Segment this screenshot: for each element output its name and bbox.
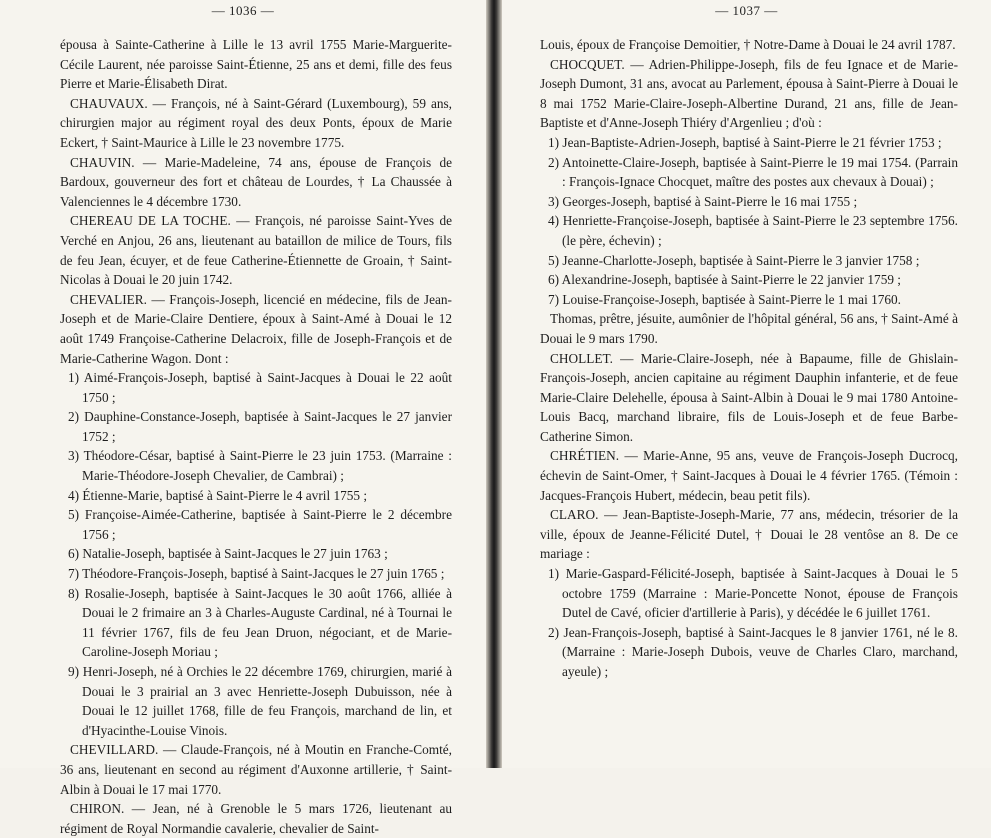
child-item: 1) Aimé-François-Joseph, baptisé à Saint-Jacques à Douai le 22 août 1750 ;	[68, 370, 452, 405]
child-item: 8) Rosalie-Joseph, baptisée à Saint-Jacques le 30 août 1766, alliée à Douai le 2 frimaire an 3 à Charles-Auguste Cardinal, né à Tournai le 11 février 1767, fils de feu Jean Druon, négociant, et de Marie-Caroline-Joseph Moriau ;	[68, 585, 452, 660]
child-item: 6) Natalie-Joseph, baptisée à Saint-Jacques le 27 juin 1763 ;	[68, 546, 388, 562]
child-item: 7) Théodore-François-Joseph, baptisé à Saint-Jacques le 27 juin 1765 ;	[68, 566, 445, 582]
page-text	[60, 35, 452, 838]
entry-chretien: CHRÉTIEN. — Marie-Anne, 95 ans, veuve de François-Joseph Ducrocq, échevin de Saint-Omer, † Saint-Jacques à Douai le 4 février 1765. (Témoin : Jacques-François Hubert, médecin, beau petit fils).	[540, 448, 958, 503]
entry-chauvin: CHAUVIN. — Marie-Madeleine, 74 ans, épouse de François de Bardoux, gouverneur des fort et château de Lourdes, † La Chaussée à Valenciennes le 4 décembre 1730.	[60, 154, 452, 209]
paragraph: épousa à Sainte-Catherine à Lille le 13 avril 1755 Marie-Marguerite-Cécile Laurent, née paroisse Saint-Étienne, 25 ans et demi, fille des feus Pierre et Marie-Élisabeth Dirat.	[60, 37, 452, 92]
left-page	[0, 0, 486, 836]
entry-chauvaux: CHAUVAUX. — François, né à Saint-Gérard (Luxembourg), 59 ans, chirurgien major au régiment royal des deux Ponts, époux de Marie Eckert, † Saint-Maurice à Lille le 23 novembre 1775.	[60, 95, 452, 150]
child-item: 5) Françoise-Aimée-Catherine, baptisée à Saint-Pierre le 2 décembre 1756 ;	[68, 507, 452, 542]
child-item: 2) Dauphine-Constance-Joseph, baptisée à Saint-Jacques le 27 janvier 1752 ;	[68, 409, 452, 444]
child-item: 2) Antoinette-Claire-Joseph, baptisée à Saint-Pierre le 19 mai 1754. (Parrain : François-Ignace Chocquet, maître des postes aux chevaux à Douai) ;	[548, 154, 958, 190]
page-text	[540, 35, 958, 682]
child-item: 3) Georges-Joseph, baptisé à Saint-Pierre le 16 mai 1755 ;	[548, 193, 858, 209]
entry-claro: CLARO. — Jean-Baptiste-Joseph-Marie, 77 ans, médecin, trésorier de la ville, époux de Jeanne-Félicité Dutel, † Douai le 28 ventôse an 8. De ce mariage :	[540, 507, 958, 562]
entry-chollet: CHOLLET. — Marie-Claire-Joseph, née à Bapaume, fille de Ghislain-François-Joseph, ancien capitaine au régiment Dauphin infanterie, et de feue Marie-Claire Delehelle, épousa à Saint-Albin à Douai le 9 mai 1780 Antoine-Louis Bacq, marchand libraire, fils de Louis-Joseph et de feue Barbe-Catherine Simon.	[540, 350, 958, 444]
child-item: 4) Étienne-Marie, baptisé à Saint-Pierre le 4 avril 1755 ;	[68, 487, 368, 503]
entry-chiron: CHIRON. — Jean, né à Grenoble le 5 mars 1726, lieutenant au régiment de Royal Normandie cavalerie, chevalier de Saint-	[60, 801, 452, 836]
book-gutter	[486, 0, 502, 768]
child-item: 1) Jean-Baptiste-Adrien-Joseph, baptisé à Saint-Pierre le 21 février 1753 ;	[548, 134, 942, 150]
entry-chocquet: CHOCQUET. — Adrien-Philippe-Joseph, fils de feu Ignace et de Marie-Joseph Dumont, 31 ans, avocat au Parlement, épousa à Saint-Pierre à Douai le 8 mai 1752 Marie-Claire-Joseph-Albertine Durand, 21 ans, fille de Jean-Baptiste et d'Anne-Joseph Thiéry d'Argenlieu ; d'où :	[540, 56, 958, 131]
entry-thomas: Thomas, prêtre, jésuite, aumônier de l'hôpital général, 56 ans, † Saint-Amé à Douai le 9 mars 1790.	[540, 311, 958, 346]
right-page	[502, 0, 991, 768]
entry-chevillard: CHEVILLARD. — Claude-François, né à Moutin en Franche-Comté, 36 ans, lieutenant en second au régiment d'Auxonne artillerie, † Saint-Albin à Douai le 17 mai 1770.	[60, 742, 452, 797]
child-item: 4) Henriette-Françoise-Joseph, baptisée à Saint-Pierre le 23 septembre 1756. (le père, échevin) ;	[548, 213, 958, 248]
child-item: 1) Marie-Gaspard-Félicité-Joseph, baptisée à Saint-Jacques à Douai le 5 octobre 1759 (Marraine : Marie-Poncette Nonot, épouse de François Dutel de Cavé, oficier d'artillerie à Paris), y décédée le 6 juillet 1761.	[548, 566, 958, 621]
child-item: 2) Jean-François-Joseph, baptisé à Saint-Jacques le 8 janvier 1761, né le 8. (Marraine : Marie-Joseph Dubois, veuve de Charles Claro, marchand, ayeule) ;	[548, 624, 958, 679]
child-item: 5) Jeanne-Charlotte-Joseph, baptisée à Saint-Pierre le 3 janvier 1758 ;	[548, 252, 920, 268]
child-item: 7) Louise-Françoise-Joseph, baptisée à Saint-Pierre le 1 mai 1760.	[548, 291, 902, 307]
entry-chereau: CHEREAU DE LA TOCHE. — François, né paroisse Saint-Yves de Verché en Anjou, 26 ans, lieutenant au bataillon de milice de Tours, fils de feu Jean, écuyer, et de feue Catherine-Étiennette de Groain, † Saint-Nicolas à Douai le 20 juin 1742.	[60, 213, 452, 288]
entry-chevalier: CHEVALIER. — François-Joseph, licencié en médecine, fils de Jean-Joseph et de Marie-Claire Dentiere, époux à Saint-Amé à Douai le 12 août 1749 Françoise-Catherine Delacroix, fille de Joseph-François et de Marie-Catherine Wagon. Dont :	[60, 291, 452, 366]
page-number: — 1037 —	[715, 3, 778, 18]
child-item: 9) Henri-Joseph, né à Orchies le 22 décembre 1769, chirurgien, marié à Douai le 3 prairial an 3 avec Henriette-Joseph Dubuisson, née à Douai le 12 juillet 1768, fille de feu François, marchand de lin, et d'Hyacinthe-Louise Vinois.	[68, 664, 452, 738]
page-number: — 1036 —	[211, 3, 275, 18]
child-item: 6) Alexandrine-Joseph, baptisée à Saint-Pierre le 22 janvier 1759 ;	[548, 272, 902, 288]
child-item: 3) Théodore-César, baptisé à Saint-Pierre le 23 juin 1753. (Marraine : Marie-Théodore-Joseph Chevalier, de Cambrai) ;	[68, 448, 452, 484]
paragraph: Louis, époux de Françoise Demoitier, † Notre-Dame à Douai le 24 avril 1787.	[540, 37, 956, 52]
